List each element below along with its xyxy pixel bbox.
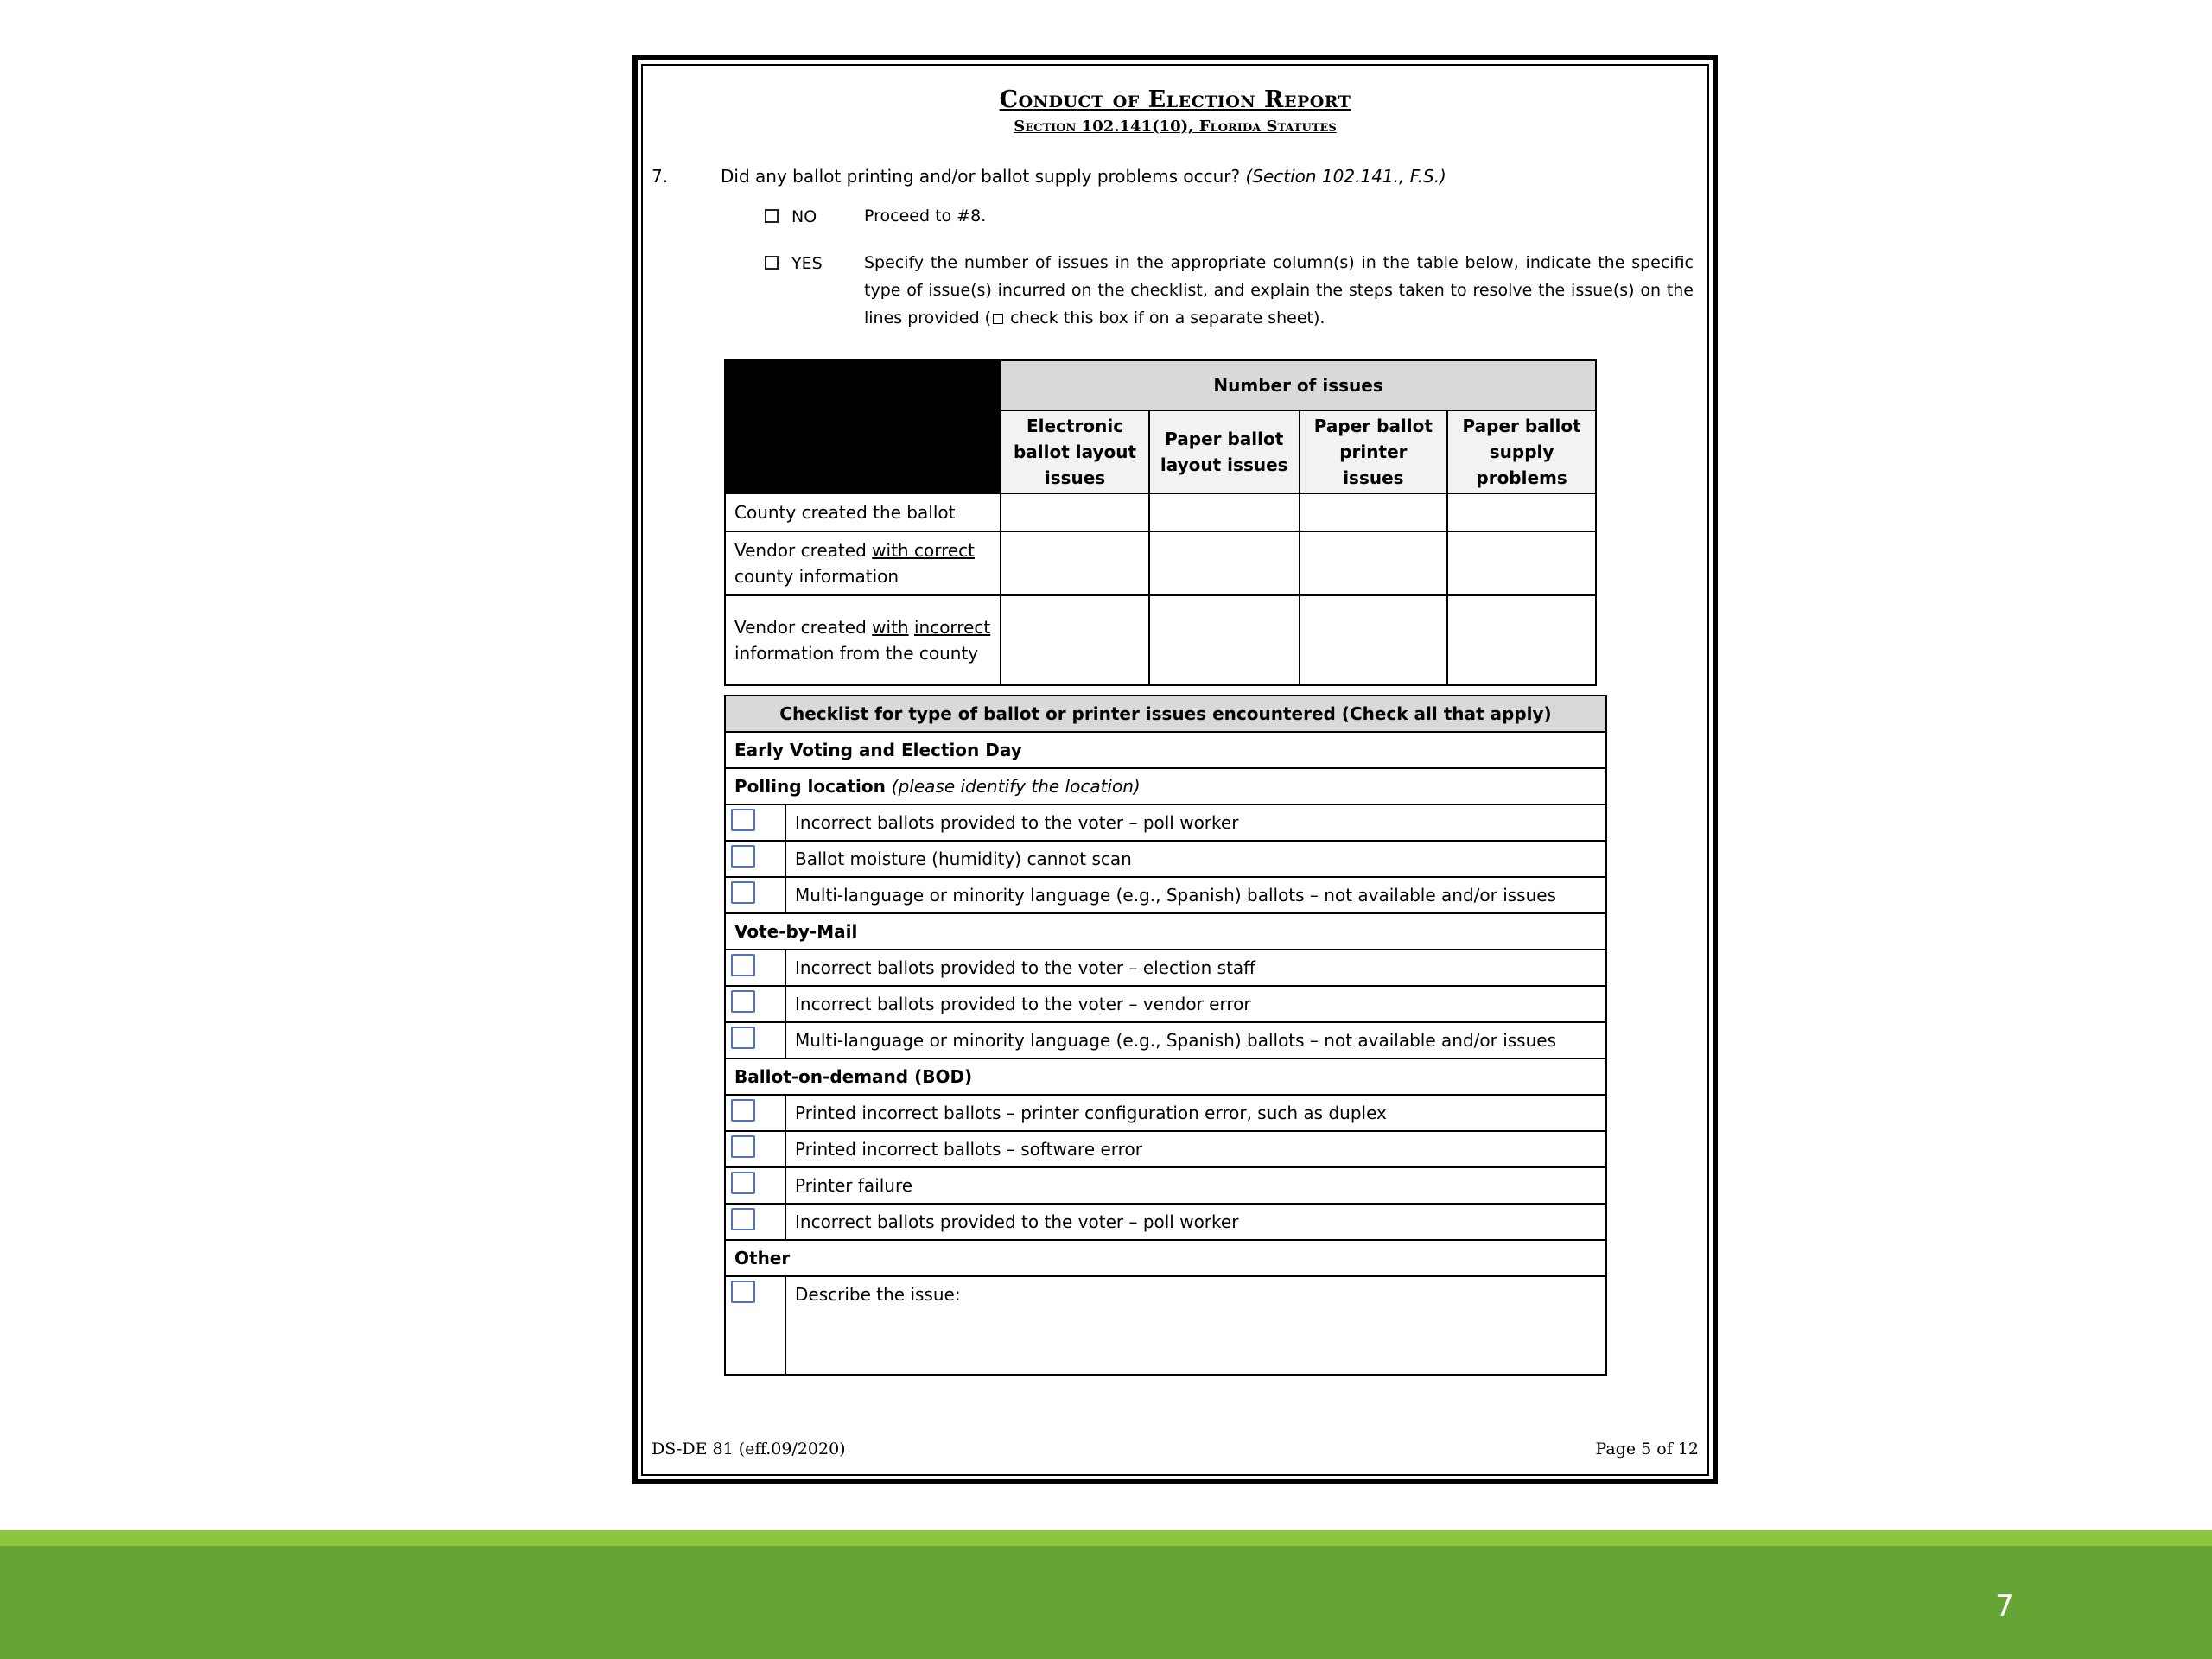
question-number: 7. — [652, 166, 669, 187]
checkbox-cell — [725, 1276, 785, 1375]
input-cell[interactable] — [1447, 531, 1596, 595]
input-cell[interactable] — [1300, 531, 1448, 595]
form-subtitle: Section 102.141(10), Florida Statutes — [1014, 118, 1337, 136]
yes-instruction-text-end: check this box if on a separate sheet). — [1005, 308, 1325, 327]
checkbox[interactable] — [731, 990, 755, 1013]
checklist-item: Incorrect ballots provided to the voter – election staff — [785, 950, 1606, 986]
checkbox-cell — [725, 986, 785, 1022]
section-other: Other — [725, 1240, 1606, 1276]
slide-footer-stripe — [0, 1530, 2212, 1546]
section-ballot-on-demand: Ballot-on-demand (BOD) — [725, 1058, 1606, 1095]
slide-number: 7 — [1995, 1589, 2014, 1624]
polling-note: (please identify the location) — [891, 776, 1141, 797]
checkbox-cell — [725, 804, 785, 841]
col-paper-supply: Paper ballot supply problems — [1447, 410, 1596, 493]
form-id: DS-DE 81 (eff.09/2020) — [652, 1440, 846, 1459]
slide-footer-bar — [0, 1530, 2212, 1659]
input-cell[interactable] — [1300, 493, 1448, 531]
checkbox-cell — [725, 1022, 785, 1058]
issues-table — [724, 359, 1597, 686]
question-prompt: Did any ballot printing and/or ballot supply problems occur? — [721, 166, 1241, 187]
checklist-item: Ballot moisture (humidity) cannot scan — [785, 841, 1606, 877]
row-county-created: County created the ballot — [725, 493, 1001, 531]
polling-label: Polling location — [734, 776, 892, 797]
input-cell[interactable] — [1001, 531, 1149, 595]
checkbox-cell — [725, 1204, 785, 1240]
checkbox[interactable] — [731, 1172, 755, 1194]
col-paper-printer: Paper ballot printer issues — [1300, 410, 1448, 493]
checkbox-cell — [725, 1131, 785, 1167]
separate-sheet-checkbox[interactable] — [993, 314, 1003, 324]
section-vote-by-mail: Vote-by-Mail — [725, 913, 1606, 950]
page-number: Page 5 of 12 — [1595, 1440, 1699, 1459]
yes-instruction — [864, 249, 1694, 332]
yes-checkbox[interactable] — [765, 256, 779, 270]
yes-instruction-text: Specify the number of issues in the appropriate column(s) in the table below, indicate the specific type of issue(s) incurred on the checklist, and explain the steps taken to resolve the issue(s) on the lines provided ( — [864, 253, 1694, 327]
checklist-header: Checklist for type of ballot or printer issues encountered (Check all that apply) — [725, 696, 1606, 732]
redacted-cell — [725, 360, 1001, 493]
input-cell[interactable] — [1149, 595, 1300, 685]
col-paper-layout: Paper ballot layout issues — [1149, 410, 1300, 493]
form-title: Conduct of Election Report — [999, 86, 1351, 113]
row-text: Vendor created — [734, 617, 873, 638]
checkbox[interactable] — [731, 1135, 755, 1158]
question-text — [721, 166, 1446, 187]
checklist-item: Printed incorrect ballots – printer configuration error, such as duplex — [785, 1095, 1606, 1131]
checkbox[interactable] — [731, 1281, 755, 1303]
input-cell[interactable] — [1001, 493, 1149, 531]
input-cell[interactable] — [1149, 531, 1300, 595]
checkbox[interactable] — [731, 809, 755, 831]
checkbox[interactable] — [731, 954, 755, 976]
checklist-item: Incorrect ballots provided to the voter – vendor error — [785, 986, 1606, 1022]
yes-label: YES — [791, 254, 823, 273]
no-label: NO — [791, 207, 817, 226]
checklist-item: Printed incorrect ballots – software error — [785, 1131, 1606, 1167]
form-page — [632, 55, 1718, 1484]
section-early-voting: Early Voting and Election Day — [725, 732, 1606, 768]
checkbox-cell — [725, 877, 785, 913]
checkbox-cell — [725, 950, 785, 986]
input-cell[interactable] — [1149, 493, 1300, 531]
input-cell[interactable] — [1447, 493, 1596, 531]
row-text-underlined: with correct — [872, 540, 975, 561]
checklist-item: Multi-language or minority language (e.g., Spanish) ballots – not available and/or issues — [785, 877, 1606, 913]
checklist-item: Incorrect ballots provided to the voter – poll worker — [785, 804, 1606, 841]
checklist-table — [724, 695, 1607, 1376]
row-text-underlined: with — [872, 617, 909, 638]
row-vendor-correct — [725, 531, 1001, 595]
checkbox-cell — [725, 1167, 785, 1204]
row-vendor-incorrect — [725, 595, 1001, 685]
no-instruction: Proceed to #8. — [864, 207, 987, 226]
row-text: Vendor created — [734, 540, 873, 561]
no-checkbox[interactable] — [765, 209, 779, 223]
input-cell[interactable] — [1001, 595, 1149, 685]
col-electronic-layout: Electronic ballot layout issues — [1001, 410, 1149, 493]
row-text-underlined: incorrect — [913, 617, 991, 638]
checkbox-cell — [725, 1095, 785, 1131]
number-of-issues-header: Number of issues — [1001, 360, 1596, 410]
checkbox-cell — [725, 841, 785, 877]
section-polling-location — [725, 768, 1606, 804]
checkbox[interactable] — [731, 1099, 755, 1122]
row-text: county information — [734, 566, 899, 587]
checkbox[interactable] — [731, 1027, 755, 1049]
checklist-item: Incorrect ballots provided to the voter – poll worker — [785, 1204, 1606, 1240]
input-cell[interactable] — [1300, 595, 1448, 685]
describe-issue-field[interactable]: Describe the issue: — [785, 1276, 1606, 1375]
checkbox[interactable] — [731, 881, 755, 904]
checkbox[interactable] — [731, 1208, 755, 1230]
checkbox[interactable] — [731, 845, 755, 868]
input-cell[interactable] — [1447, 595, 1596, 685]
checklist-item: Multi-language or minority language (e.g., Spanish) ballots – not available and/or issues — [785, 1022, 1606, 1058]
checklist-item: Printer failure — [785, 1167, 1606, 1204]
row-text: information from the county — [734, 643, 979, 664]
question-reference: (Section 102.141., F.S.) — [1245, 166, 1446, 187]
